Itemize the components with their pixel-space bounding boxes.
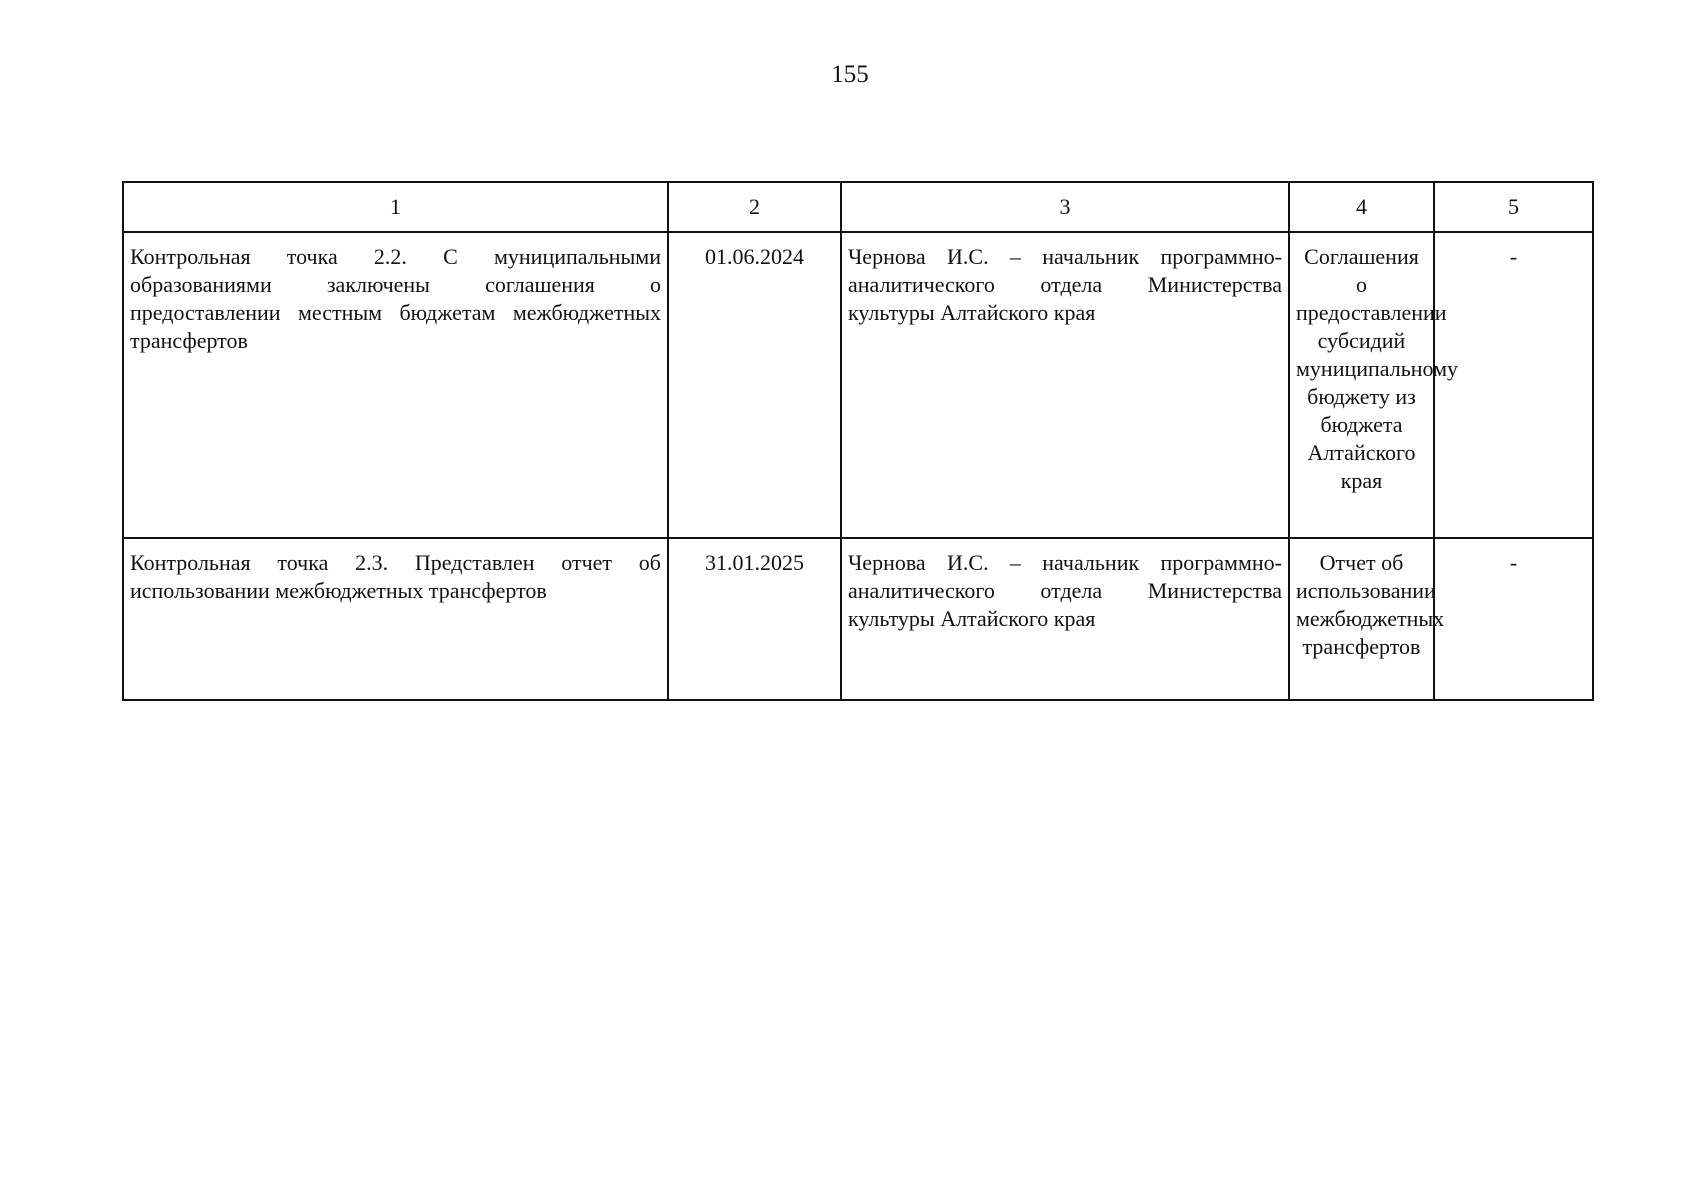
- table-header-row: [123, 182, 1593, 232]
- column-header: 3: [841, 182, 1289, 232]
- column-header: 2: [668, 182, 841, 232]
- responsible-person: Чернова И.С. – начальник программно-аналитического отдела Министерства культуры Алтайского края: [841, 538, 1289, 700]
- confirming-document: Соглашения о предоставлении субсидий муниципальному бюджету из бюджета Алтайского края: [1289, 232, 1434, 538]
- control-points-table: [122, 181, 1594, 701]
- column-header: 4: [1289, 182, 1434, 232]
- confirming-document: Отчет об использовании межбюджетных трансфертов: [1289, 538, 1434, 700]
- control-point-description: Контрольная точка 2.3. Представлен отчет об использовании межбюджетных трансфертов: [123, 538, 668, 700]
- deadline-date: 01.06.2024: [668, 232, 841, 538]
- table-row: [123, 538, 1593, 700]
- column-header: 5: [1434, 182, 1593, 232]
- note-cell: -: [1434, 538, 1593, 700]
- control-point-description: Контрольная точка 2.2. С муниципальными образованиями заключены соглашения о предоставлении местным бюджетам межбюджетных трансфертов: [123, 232, 668, 538]
- column-header: 1: [123, 182, 668, 232]
- table-row: [123, 232, 1593, 538]
- deadline-date: 31.01.2025: [668, 538, 841, 700]
- responsible-person: Чернова И.С. – начальник программно-аналитического отдела Министерства культуры Алтайского края: [841, 232, 1289, 538]
- page-number: 155: [831, 61, 869, 88]
- note-cell: -: [1434, 232, 1593, 538]
